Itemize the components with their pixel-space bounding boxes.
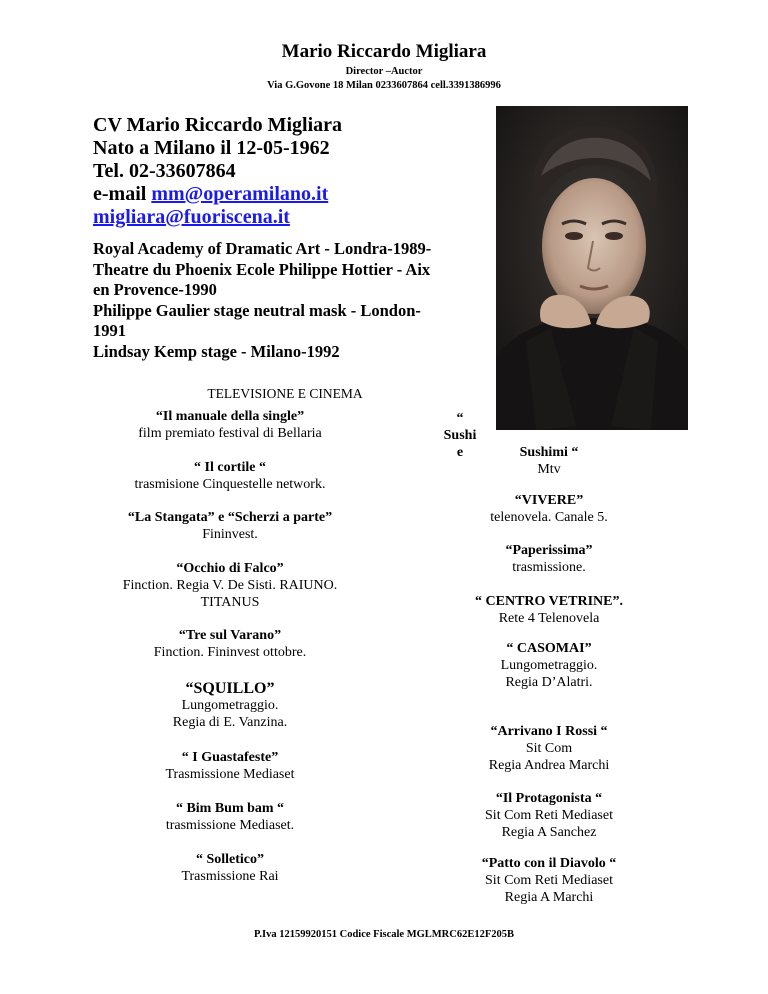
email-link-1[interactable]: mm@operamilano.it xyxy=(151,183,329,205)
credit-entry xyxy=(100,560,360,611)
credit-detail: Regia A Sanchez xyxy=(501,825,597,840)
credit-detail: Regia D’Alatri. xyxy=(505,675,593,690)
credit-detail: Rete 4 Telenovela xyxy=(498,611,600,626)
portrait-photo xyxy=(496,106,688,430)
header-address: Via G.Govone 18 Milan 0233607864 cell.3391386996 xyxy=(267,80,501,91)
credit-entry xyxy=(436,723,662,774)
email-label: e-mail xyxy=(93,183,152,205)
credit-title: “ Bim Bum bam “ xyxy=(175,801,285,816)
credit-title: Sushimi “ xyxy=(519,445,579,460)
credit-detail: Fininvest. xyxy=(202,527,258,542)
credit-detail: Sit Com xyxy=(525,741,573,756)
sushi-fragment-line: e xyxy=(456,445,464,460)
education-line: 1991 xyxy=(93,321,126,340)
credit-entry xyxy=(100,408,360,442)
footer-tax-info: P.Iva 12159920151 Codice Fiscale MGLMRC62E12F205B xyxy=(253,929,515,940)
credit-entry xyxy=(100,680,360,731)
cv-phone: Tel. 02-33607864 xyxy=(93,160,236,182)
credit-detail: Regia di E. Vanzina. xyxy=(172,715,288,730)
credit-title: “Il Protagonista “ xyxy=(495,791,603,806)
credit-title: “Il manuale della single” xyxy=(155,409,305,424)
credit-title: “VIVERE” xyxy=(514,493,584,508)
sushi-fragment-line: “ Sushi xyxy=(443,411,477,443)
credit-entry xyxy=(436,855,662,906)
credit-detail: TITANUS xyxy=(200,595,260,610)
credit-title: “Occhio di Falco” xyxy=(176,561,284,576)
education-line: Lindsay Kemp stage - Milano-1992 xyxy=(93,341,340,361)
cv-birth: Nato a Milano il 12-05-1962 xyxy=(93,137,330,159)
credit-entry xyxy=(436,444,662,478)
education-line: Royal Academy of Dramatic Art - Londra-1989- xyxy=(93,239,432,258)
credit-title: “Arrivano I Rossi “ xyxy=(490,724,608,739)
credit-detail: Trasmissione Rai xyxy=(181,869,279,884)
credit-title: “ Il cortile “ xyxy=(194,460,266,475)
credit-entry xyxy=(436,790,662,841)
header-role: Director –Auctor xyxy=(345,66,423,77)
credit-entry xyxy=(436,593,662,627)
credit-entry xyxy=(100,749,360,783)
credit-entry xyxy=(100,851,360,885)
cv-heading-block xyxy=(93,114,493,229)
credit-detail: Sit Com Reti Mediaset xyxy=(485,873,613,888)
credit-entry xyxy=(436,542,662,576)
credit-entry xyxy=(436,640,662,691)
credit-title: “Tre sul Varano” xyxy=(178,628,282,643)
credit-detail: Sit Com Reti Mediaset xyxy=(485,808,613,823)
credit-detail: telenovela. Canale 5. xyxy=(490,510,608,525)
credit-title: “ Solletico” xyxy=(195,852,265,867)
credit-entry xyxy=(100,509,360,543)
education-block xyxy=(93,239,483,362)
credit-detail: film premiato festival di Bellaria xyxy=(138,426,322,441)
credit-title: “ CENTRO VETRINE”. xyxy=(475,594,623,609)
credit-entry xyxy=(100,800,360,834)
education-line: Theatre du Phoenix Ecole Philippe Hottier - Aix xyxy=(93,259,431,279)
credit-detail: Finction. Fininvest ottobre. xyxy=(153,645,307,660)
cv-title: CV Mario Riccardo Migliara xyxy=(93,114,343,136)
credit-title: “Patto con il Diavolo “ xyxy=(481,856,617,871)
section-title: TELEVISIONE E CINEMA xyxy=(207,386,363,401)
credit-entry xyxy=(100,627,360,661)
credit-detail: Finction. Regia V. De Sisti. RAIUNO. xyxy=(122,578,338,593)
education-line: Philippe Gaulier stage neutral mask - London- xyxy=(93,300,421,320)
credit-detail: Mtv xyxy=(537,462,561,477)
credit-detail: trasmissione Mediaset. xyxy=(165,818,295,833)
credit-detail: Regia A Marchi xyxy=(504,890,594,905)
cv-email-line xyxy=(93,183,493,206)
credit-detail: Lungometraggio. xyxy=(181,698,279,713)
credit-title: “Paperissima” xyxy=(505,543,593,558)
credit-detail: trasmisione Cinquestelle network. xyxy=(134,477,326,492)
portrait-illustration xyxy=(496,106,688,430)
credit-detail: Regia Andrea Marchi xyxy=(488,758,610,773)
credit-title: “La Stangata” e “Scherzi a parte” xyxy=(127,510,333,525)
header-name: Mario Riccardo Migliara xyxy=(281,41,487,62)
education-line: en Provence-1990 xyxy=(93,280,217,299)
credit-entry xyxy=(100,459,360,493)
credit-detail: Lungometraggio. xyxy=(500,658,598,673)
credit-title: “SQUILLO” xyxy=(185,680,275,697)
credit-detail: Trasmissione Mediaset xyxy=(165,767,295,782)
cv-email-line-2 xyxy=(93,206,493,229)
credit-detail: trasmissione. xyxy=(512,560,586,575)
email-link-2[interactable]: migliara@fuoriscena.it xyxy=(93,206,290,228)
credit-entry xyxy=(436,492,662,526)
credit-title: “ I Guastafeste” xyxy=(181,750,279,765)
credit-title: “ CASOMAI” xyxy=(506,641,592,656)
